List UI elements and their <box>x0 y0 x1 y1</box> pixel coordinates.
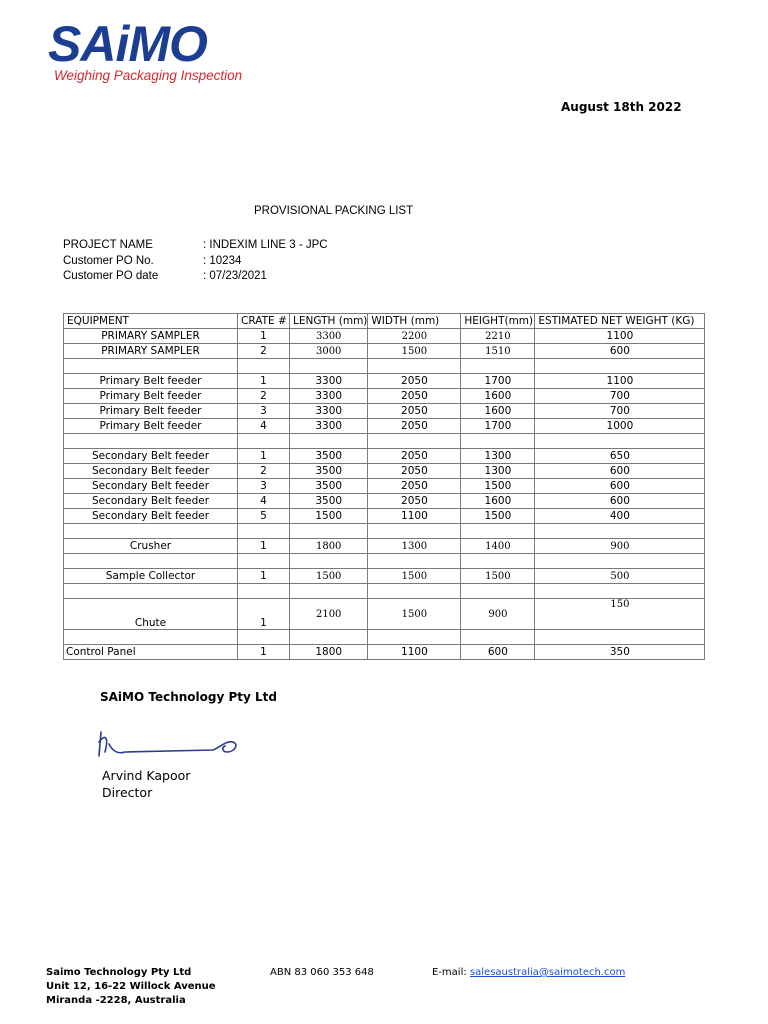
table-spacer-row <box>64 359 705 374</box>
value-cell: 600 <box>535 464 705 479</box>
value-cell <box>368 630 461 645</box>
value-cell: 2050 <box>368 449 461 464</box>
value-cell: 3300 <box>290 329 368 344</box>
value-cell <box>535 524 705 539</box>
value-cell: 2050 <box>368 404 461 419</box>
column-header: EQUIPMENT <box>64 314 238 329</box>
value-cell: 1000 <box>535 419 705 434</box>
equipment-cell: Secondary Belt feeder <box>64 479 238 494</box>
document-date: August 18th 2022 <box>561 100 682 114</box>
meta-key: PROJECT NAME <box>63 239 153 251</box>
value-cell <box>238 584 290 599</box>
value-cell: 1700 <box>461 419 535 434</box>
value-cell: 1 <box>238 569 290 584</box>
value-cell: 3500 <box>290 494 368 509</box>
value-cell <box>368 524 461 539</box>
footer-email <box>432 966 625 980</box>
equipment-cell: Secondary Belt feeder <box>64 464 238 479</box>
signer-block <box>102 767 190 801</box>
column-header: CRATE # <box>238 314 290 329</box>
meta-value: : INDEXIM LINE 3 - JPC <box>203 239 328 251</box>
footer-address <box>46 966 216 1008</box>
value-cell: 3000 <box>290 344 368 359</box>
value-cell: 3300 <box>290 374 368 389</box>
value-cell <box>238 434 290 449</box>
equipment-cell: Primary Belt feeder <box>64 404 238 419</box>
value-cell <box>238 524 290 539</box>
value-cell: 2050 <box>368 374 461 389</box>
logo-tagline: Weighing Packaging Inspection <box>54 68 243 83</box>
table-row <box>64 569 705 584</box>
value-cell: 4 <box>238 419 290 434</box>
value-cell: 350 <box>535 645 705 660</box>
value-cell: 1100 <box>368 509 461 524</box>
value-cell <box>535 359 705 374</box>
value-cell: 2050 <box>368 419 461 434</box>
footer-company: Saimo Technology Pty Ltd <box>46 967 192 978</box>
value-cell <box>461 630 535 645</box>
value-cell: 4 <box>238 494 290 509</box>
table-row <box>64 329 705 344</box>
table-row <box>64 464 705 479</box>
value-cell: 1500 <box>461 479 535 494</box>
value-cell: 1 <box>238 374 290 389</box>
column-header: WIDTH (mm) <box>368 314 461 329</box>
equipment-cell <box>64 554 238 569</box>
value-cell: 1 <box>238 539 290 554</box>
value-cell: 2 <box>238 464 290 479</box>
value-cell: 1800 <box>290 539 368 554</box>
equipment-cell: Control Panel <box>64 645 238 660</box>
value-cell: 1500 <box>368 599 461 630</box>
value-cell: 1600 <box>461 389 535 404</box>
footer-abn: ABN 83 060 353 648 <box>270 967 374 978</box>
equipment-cell: Primary Belt feeder <box>64 389 238 404</box>
value-cell <box>461 524 535 539</box>
value-cell: 3 <box>238 404 290 419</box>
value-cell: 600 <box>535 494 705 509</box>
footer-email-label: E-mail: <box>432 967 467 978</box>
value-cell: 650 <box>535 449 705 464</box>
value-cell <box>535 584 705 599</box>
value-cell: 2050 <box>368 494 461 509</box>
value-cell: 500 <box>535 569 705 584</box>
value-cell: 700 <box>535 389 705 404</box>
equipment-cell <box>64 434 238 449</box>
table-row <box>64 344 705 359</box>
value-cell: 3500 <box>290 479 368 494</box>
project-meta <box>63 238 328 285</box>
value-cell: 1100 <box>535 374 705 389</box>
value-cell <box>238 554 290 569</box>
equipment-cell <box>64 630 238 645</box>
value-cell <box>290 554 368 569</box>
value-cell: 600 <box>461 645 535 660</box>
table-row <box>64 645 705 660</box>
value-cell <box>290 434 368 449</box>
value-cell: 1 <box>238 599 290 630</box>
value-cell: 2050 <box>368 479 461 494</box>
value-cell <box>535 630 705 645</box>
table-row <box>64 389 705 404</box>
value-cell: 1300 <box>368 539 461 554</box>
meta-row-project <box>63 238 328 254</box>
value-cell: 900 <box>461 599 535 630</box>
value-cell <box>290 359 368 374</box>
table-spacer-row <box>64 584 705 599</box>
value-cell: 1500 <box>461 509 535 524</box>
table-row <box>64 509 705 524</box>
meta-key: Customer PO date <box>63 270 159 282</box>
value-cell <box>368 554 461 569</box>
value-cell: 2050 <box>368 389 461 404</box>
footer-address-line2: Miranda -2228, Australia <box>46 995 186 1006</box>
value-cell: 1500 <box>368 569 461 584</box>
value-cell: 1300 <box>461 449 535 464</box>
table-row <box>64 539 705 554</box>
value-cell: 1400 <box>461 539 535 554</box>
value-cell <box>290 524 368 539</box>
table-row <box>64 494 705 509</box>
value-cell: 1100 <box>368 645 461 660</box>
equipment-cell: Sample Collector <box>64 569 238 584</box>
equipment-cell: PRIMARY SAMPLER <box>64 344 238 359</box>
equipment-cell: Crusher <box>64 539 238 554</box>
value-cell: 1500 <box>368 344 461 359</box>
value-cell <box>238 359 290 374</box>
value-cell: 1500 <box>290 509 368 524</box>
column-header: ESTIMATED NET WEIGHT (KG) <box>535 314 705 329</box>
value-cell: 3500 <box>290 449 368 464</box>
table-header-row <box>64 314 705 329</box>
value-cell: 700 <box>535 404 705 419</box>
value-cell <box>461 359 535 374</box>
company-logo <box>48 18 242 83</box>
value-cell <box>368 434 461 449</box>
value-cell: 1100 <box>535 329 705 344</box>
value-cell <box>368 359 461 374</box>
email-link[interactable]: salesaustralia@saimotech.com <box>469 967 626 978</box>
value-cell: 1300 <box>461 464 535 479</box>
meta-row-po-number <box>63 254 328 270</box>
equipment-cell <box>64 584 238 599</box>
equipment-cell <box>64 359 238 374</box>
logo-wordmark: SAiMO <box>48 16 207 72</box>
value-cell: 3300 <box>290 404 368 419</box>
document-title: PROVISIONAL PACKING LIST <box>254 205 414 217</box>
value-cell: 600 <box>535 344 705 359</box>
value-cell: 600 <box>535 479 705 494</box>
value-cell: 2050 <box>368 464 461 479</box>
value-cell: 2 <box>238 389 290 404</box>
value-cell: 1600 <box>461 404 535 419</box>
table-spacer-row <box>64 630 705 645</box>
value-cell <box>368 584 461 599</box>
table-spacer-row <box>64 524 705 539</box>
equipment-cell: PRIMARY SAMPLER <box>64 329 238 344</box>
table-spacer-row <box>64 554 705 569</box>
meta-value: : 10234 <box>203 254 242 267</box>
column-header: HEIGHT(mm) <box>461 314 535 329</box>
value-cell: 1500 <box>461 569 535 584</box>
equipment-cell: Secondary Belt feeder <box>64 509 238 524</box>
value-cell: 2 <box>238 344 290 359</box>
value-cell: 900 <box>535 539 705 554</box>
table-row <box>64 479 705 494</box>
signer-name: Arvind Kapoor <box>102 768 191 783</box>
value-cell: 2100 <box>290 599 368 630</box>
table-spacer-row <box>64 434 705 449</box>
value-cell: 1500 <box>290 569 368 584</box>
value-cell: 2200 <box>368 329 461 344</box>
footer-address-line1: Unit 12, 16-22 Willock Avenue <box>46 981 216 992</box>
value-cell <box>461 584 535 599</box>
table-row <box>64 404 705 419</box>
equipment-cell <box>64 524 238 539</box>
value-cell <box>290 630 368 645</box>
equipment-cell: Primary Belt feeder <box>64 374 238 389</box>
table-row <box>64 419 705 434</box>
packing-list-table <box>63 313 705 660</box>
equipment-cell: Secondary Belt feeder <box>64 494 238 509</box>
meta-row-po-date <box>63 269 328 285</box>
value-cell: 1 <box>238 645 290 660</box>
table-row <box>64 374 705 389</box>
value-cell <box>535 434 705 449</box>
value-cell: 3 <box>238 479 290 494</box>
table-row <box>64 599 705 630</box>
signature-image <box>95 722 245 769</box>
value-cell <box>238 630 290 645</box>
value-cell <box>290 584 368 599</box>
value-cell: 400 <box>535 509 705 524</box>
value-cell: 1700 <box>461 374 535 389</box>
equipment-cell: Secondary Belt feeder <box>64 449 238 464</box>
value-cell: 1510 <box>461 344 535 359</box>
signer-role: Director <box>102 785 153 800</box>
value-cell: 3300 <box>290 389 368 404</box>
meta-value: : 07/23/2021 <box>203 270 267 282</box>
value-cell: 3500 <box>290 464 368 479</box>
value-cell: 150 <box>535 599 705 630</box>
value-cell <box>535 554 705 569</box>
value-cell <box>461 554 535 569</box>
value-cell: 5 <box>238 509 290 524</box>
equipment-cell: Chute <box>64 599 238 630</box>
column-header: LENGTH (mm) <box>290 314 368 329</box>
table-row <box>64 449 705 464</box>
value-cell: 1 <box>238 329 290 344</box>
value-cell: 3300 <box>290 419 368 434</box>
value-cell: 1800 <box>290 645 368 660</box>
value-cell <box>461 434 535 449</box>
signature-company: SAiMO Technology Pty Ltd <box>100 690 277 704</box>
equipment-cell: Primary Belt feeder <box>64 419 238 434</box>
value-cell: 2210 <box>461 329 535 344</box>
value-cell: 1 <box>238 449 290 464</box>
value-cell: 1600 <box>461 494 535 509</box>
meta-key: Customer PO No. <box>63 254 154 267</box>
